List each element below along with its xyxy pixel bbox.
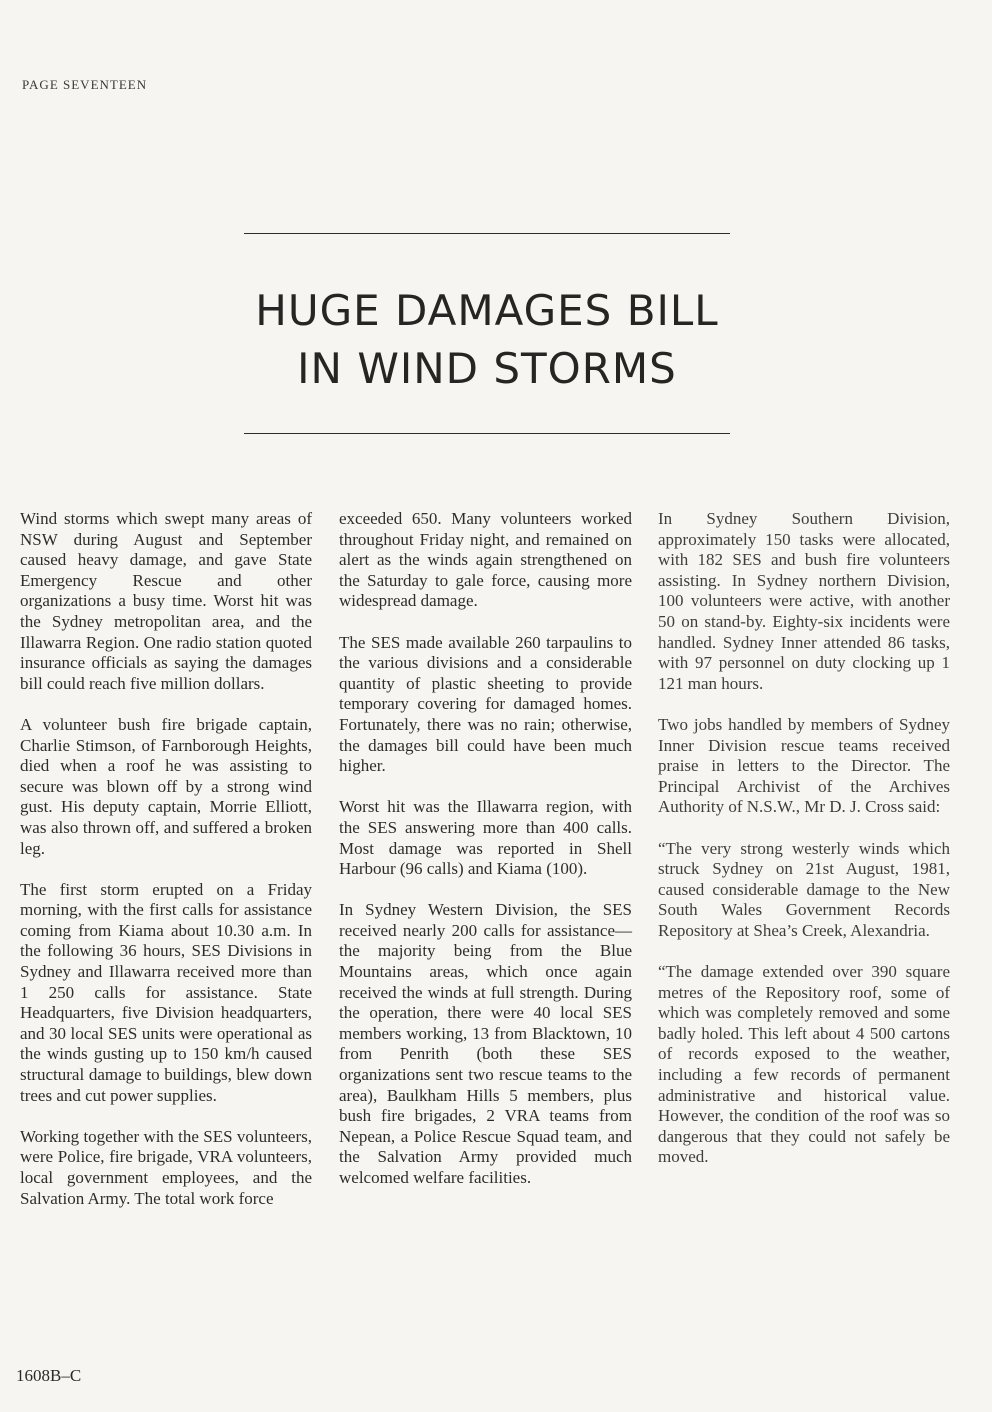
article-headline [160, 282, 814, 398]
article-column-1 [20, 509, 312, 1230]
article-column-2 [339, 509, 632, 1209]
footer-code: 1608B–C [16, 1366, 82, 1385]
headline-line-1: HUGE DAMAGES BILL [255, 286, 719, 335]
paragraph: Worst hit was the Illawarra region, with the SES answering more than 400 calls. Most damage was reported in Shell Harbour (96 calls) and Kiama (100). [339, 797, 632, 879]
paragraph: In Sydney Southern Division, approximately 150 tasks were allocated, with 182 SES and bush fire volunteers assisting. In Sydney northern Division, 100 volunteers were active, with another 50 on stand-by. Eighty-six incidents were handled. Sydney Inner attended 86 tasks, with 97 personnel on duty clocking up 1 121 man hours. [658, 509, 950, 693]
page-label: PAGE SEVENTEEN [22, 77, 148, 92]
paragraph: The first storm erupted on a Friday morning, with the first calls for assistance coming from Kiama about 10.30 a.m. In the following 36 hours, SES Divisions in Sydney and Illawarra received more than 1 250 calls for assistance. State Headquarters, five Division headquarters, and 30 local SES units were operational as the winds gusting up to 150 km/h caused structural damage to buildings, blew down trees and cut power supplies. [20, 879, 312, 1105]
paragraph: In Sydney Western Division, the SES received nearly 200 calls for assistance—the majority being from the Blue Mountains areas, which once again received the winds at full strength. During the operation, there were 40 local SES members working, 13 from Blacktown, 10 from Penrith (both these SES organizations sent two rescue teams to the area), Baulkham Hills 5 members, plus bush fire brigades, 2 VRA teams from Nepean, a Police Rescue Squad team, and the Salvation Army provided much welcomed welfare facilities. [339, 900, 632, 1187]
paragraph: Wind storms which swept many areas of NSW during August and September caused heavy damage, and gave State Emergency Rescue and other organizations a busy time. Worst hit was the Sydney metropolitan area, and the Illawarra Region. One radio station quoted insurance officials as saying the damages bill could reach five million dollars. [20, 509, 312, 693]
headline-line-2: IN WIND STORMS [297, 344, 677, 393]
paragraph: “The very strong westerly winds which struck Sydney on 21st August, 1981, caused considerable damage to the New South Wales Government Records Repository at Shea’s Creek, Alexandria. [658, 838, 950, 940]
paragraph: Two jobs handled by members of Sydney Inner Division rescue teams received praise in letters to the Director. The Principal Archivist of the Archives Authority of N.S.W., Mr D. J. Cross said: [658, 714, 950, 817]
paragraph: A volunteer bush fire brigade captain, Charlie Stimson, of Farnborough Heights, died when a roof he was assisting to secure was blown off by a strong wind gust. His deputy captain, Morrie Elliott, was also thrown off, and suffered a broken leg. [20, 714, 312, 858]
article-column-3 [658, 509, 950, 1189]
paragraph: exceeded 650. Many volunteers worked throughout Friday night, and remained on alert as the winds again strengthened on the Saturday to gale force, causing more widespread damage. [339, 509, 632, 611]
paragraph: Working together with the SES volunteers, were Police, fire brigade, VRA volunteers, local government employees, and the Salvation Army. The total work force [20, 1126, 312, 1208]
headline-bottom-rule [244, 433, 730, 434]
paragraph: The SES made available 260 tarpaulins to the various divisions and a considerable quantity of plastic sheeting to provide temporary covering for damaged homes. Fortunately, there was no rain; otherwise, the damages bill could have been much higher. [339, 632, 632, 776]
paragraph: “The damage extended over 390 square metres of the Repository roof, some of which was completely removed and some badly holed. This left about 4 500 cartons of records exposed to the weather, including a few records of permanent administrative and historical value. However, the condition of the roof was so dangerous that they could not safely be moved. [658, 962, 950, 1167]
headline-top-rule [244, 233, 730, 234]
